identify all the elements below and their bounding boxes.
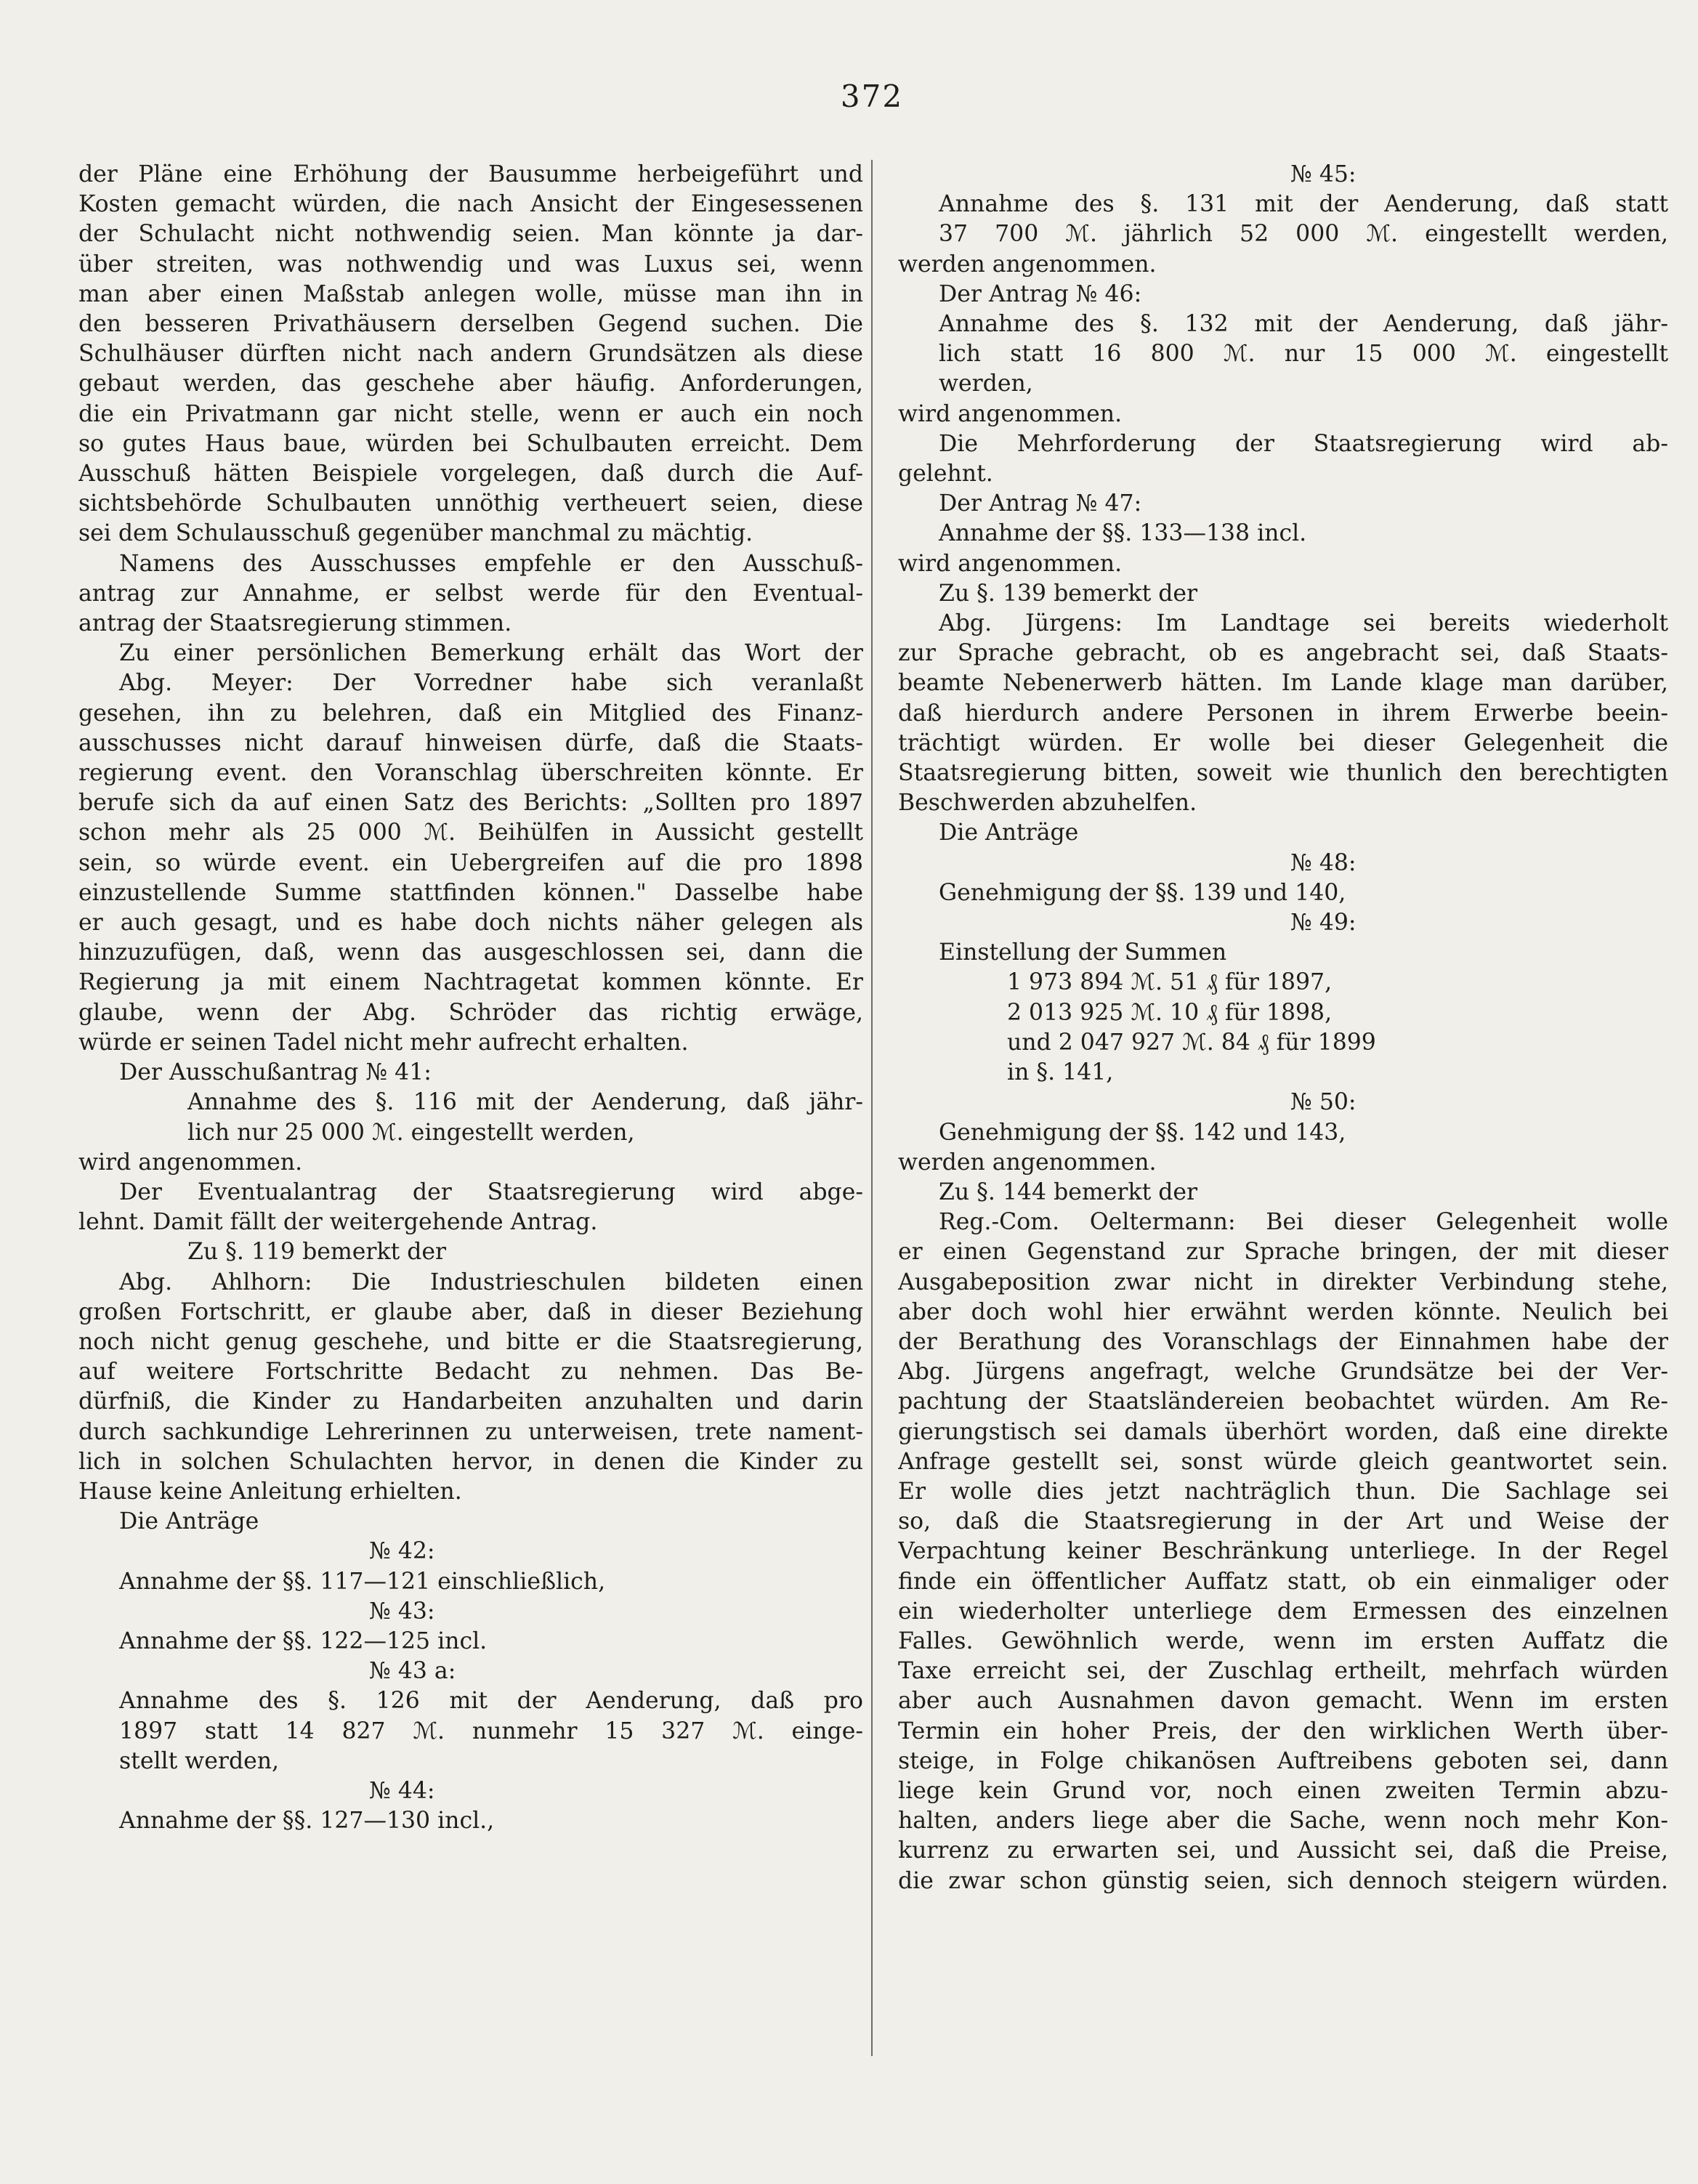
- text-line: 2 013 925 ℳ. 10 ₰ für 1898,: [1007, 999, 1333, 1026]
- text-line: Die Anträge: [119, 1508, 259, 1535]
- text-line: Er wolle dies jetzt nachträglich thun. Die Sachlage sei: [898, 1478, 1668, 1505]
- text-line: hinzuzufügen, daß, wenn das ausgeschlossen sei, dann die: [78, 939, 863, 966]
- text-line: pachtung der Staatsländereien beobachtet würden. Am Re-: [898, 1388, 1668, 1415]
- text-line: einzustellende Summe stattfinden können." Dasselbe habe: [78, 879, 863, 906]
- left-column: [78, 160, 863, 1836]
- text-line: lich statt 16 800 ℳ. nur 15 000 ℳ. eingestellt: [939, 341, 1668, 368]
- text-line: Der Eventualantrag der Staatsregierung wird abge-: [119, 1178, 863, 1205]
- text-line: antrag der Staatsregierung stimmen.: [78, 610, 512, 637]
- text-line: Annahme des §. 132 mit der Aenderung, daß jähr-: [939, 311, 1668, 338]
- text-line: er auch gesagt, und es habe doch nichts näher gelegen als: [78, 910, 863, 937]
- text-line: in §. 141,: [1007, 1059, 1114, 1086]
- text-line: wird angenommen.: [78, 1149, 303, 1176]
- text-line: Beschwerden abzuhelfen.: [898, 790, 1197, 817]
- text-line: aber auch Ausnahmen davon gemacht. Wenn im ersten: [898, 1688, 1668, 1715]
- text-line: № 49:: [1290, 910, 1357, 937]
- text-line: die ein Privatmann gar nicht stelle, wenn er auch ein noch: [78, 400, 863, 427]
- text-line: sei dem Schulausschuß gegenüber manchmal zu mächtig.: [78, 520, 753, 547]
- text-line: so, daß die Staatsregierung in der Art und Weise der: [898, 1508, 1668, 1535]
- text-line: auf weitere Fortschritte Bedacht zu nehmen. Das Be-: [78, 1359, 863, 1386]
- text-line: der Berathung des Voranschlags der Einnahmen habe der: [898, 1328, 1668, 1355]
- text-line: kurrenz zu erwarten sei, und Aussicht sei, daß die Preise,: [898, 1837, 1668, 1864]
- text-line: zur Sprache gebracht, ob es angebracht sei, daß Staats-: [898, 640, 1668, 667]
- text-line: würde er seinen Tadel nicht mehr aufrecht erhalten.: [78, 1029, 689, 1056]
- text-line: gelehnt.: [898, 461, 993, 488]
- text-line: № 42:: [369, 1538, 435, 1565]
- text-line: liege kein Grund vor, noch einen zweiten Termin abzu-: [898, 1777, 1668, 1804]
- page-number: 372: [840, 78, 904, 114]
- text-line: lich nur 25 000 ℳ. eingestellt werden,: [187, 1119, 635, 1146]
- text-line: stellt werden,: [119, 1747, 280, 1774]
- text-line: 37 700 ℳ. jährlich 52 000 ℳ. eingestellt werden,: [939, 221, 1668, 248]
- text-line: Der Ausschußantrag № 41:: [119, 1059, 432, 1086]
- text-line: Hause keine Anleitung erhielten.: [78, 1478, 462, 1505]
- text-line: Zu §. 139 bemerkt der: [939, 580, 1198, 607]
- text-line: № 43 a:: [369, 1658, 456, 1685]
- text-line: Annahme der §§. 127—130 incl.,: [119, 1808, 495, 1835]
- text-line: Zu §. 144 bemerkt der: [939, 1178, 1198, 1205]
- text-line: Einstellung der Summen: [939, 939, 1227, 966]
- text-line: gebaut werden, das geschehe aber häufig. Anforderungen,: [78, 371, 863, 397]
- text-line: daß hierdurch andere Personen in ihrem Erwerbe beein-: [898, 700, 1668, 727]
- text-line: Staatsregierung bitten, soweit wie thunlich den berechtigten: [898, 760, 1668, 787]
- text-line: ausschusses nicht darauf hinweisen dürfe, daß die Staats-: [78, 729, 863, 756]
- text-line: 1897 statt 14 827 ℳ. nunmehr 15 327 ℳ. einge-: [119, 1718, 863, 1744]
- text-line: beamte Nebenerwerb hätten. Im Lande klage man darüber,: [898, 670, 1668, 697]
- text-line: Regierung ja mit einem Nachtragetat kommen könnte. Er: [78, 969, 863, 996]
- text-line: Annahme des §. 131 mit der Aenderung, daß statt: [939, 191, 1668, 218]
- text-line: der Pläne eine Erhöhung der Bausumme herbeigeführt und: [78, 161, 863, 187]
- text-line: Genehmigung der §§. 139 und 140,: [939, 879, 1346, 906]
- text-line: aber doch wohl hier erwähnt werden könnte. Neulich bei: [898, 1298, 1668, 1325]
- text-line: Zu einer persönlichen Bemerkung erhält das Wort der: [119, 640, 863, 667]
- text-line: Annahme der §§. 122—125 incl.: [119, 1627, 488, 1654]
- text-line: sein, so würde event. ein Uebergreifen auf die pro 1898: [78, 849, 863, 876]
- text-line: der Schulacht nicht nothwendig seien. Man könnte ja dar-: [78, 221, 863, 248]
- text-line: lich in solchen Schulachten hervor, in denen die Kinder zu: [78, 1448, 863, 1475]
- text-line: so gutes Haus baue, würden bei Schulbauten erreicht. Dem: [78, 430, 863, 457]
- text-line: ein wiederholter unterliege dem Ermessen des einzelnen: [898, 1598, 1668, 1625]
- text-line: Abg. Jürgens angefragt, welche Grundsätze bei der Ver-: [898, 1359, 1668, 1386]
- text-line: Annahme des §. 126 mit der Aenderung, daß pro: [119, 1688, 863, 1715]
- text-line: Annahme der §§. 133—138 incl.: [939, 520, 1307, 547]
- text-line: und 2 047 927 ℳ. 84 ₰ für 1899: [1007, 1029, 1376, 1056]
- text-line: den besseren Privathäusern derselben Gegend suchen. Die: [78, 311, 863, 338]
- text-line: halten, anders liege aber die Sache, wenn noch mehr Kon-: [898, 1808, 1668, 1835]
- text-line: Schulhäuser dürften nicht nach andern Grundsätzen als diese: [78, 341, 863, 368]
- text-line: Zu §. 119 bemerkt der: [187, 1239, 447, 1266]
- text-line: Die Mehrforderung der Staatsregierung wird ab-: [939, 430, 1668, 457]
- text-line: wird angenommen.: [898, 400, 1123, 427]
- text-line: Termin ein hoher Preis, der den wirklichen Werth über-: [898, 1718, 1668, 1744]
- text-line: steige, in Folge chikanösen Auftreibens geboten sei, dann: [898, 1747, 1668, 1774]
- text-line: Ausschuß hätten Beispiele vorgelegen, daß durch die Auf-: [78, 461, 863, 488]
- text-line: regierung event. den Voranschlag überschreiten könnte. Er: [78, 760, 863, 787]
- text-line: schon mehr als 25 000 ℳ. Beihülfen in Aussicht gestellt: [78, 820, 863, 846]
- text-line: № 45:: [1290, 161, 1357, 187]
- text-line: lehnt. Damit fällt der weitergehende Antrag.: [78, 1209, 598, 1236]
- text-line: Reg.-Com. Oeltermann: Bei dieser Gelegenheit wolle: [939, 1209, 1668, 1236]
- text-line: trächtigt würden. Er wolle bei dieser Gelegenheit die: [898, 729, 1668, 756]
- text-line: Genehmigung der §§. 142 und 143,: [939, 1119, 1346, 1146]
- text-line: № 44:: [369, 1777, 435, 1804]
- text-line: er einen Gegenstand zur Sprache bringen, der mit dieser: [898, 1239, 1668, 1266]
- text-line: großen Fortschritt, er glaube aber, daß in dieser Beziehung: [78, 1298, 863, 1325]
- text-line: Ausgabeposition zwar nicht in direkter Verbindung stehe,: [898, 1269, 1668, 1295]
- text-line: Namens des Ausschusses empfehle er den Ausschuß-: [119, 550, 863, 577]
- text-line: Anfrage gestellt sei, sonst würde gleich geantwortet sein.: [898, 1448, 1668, 1475]
- text-line: Falles. Gewöhnlich werde, wenn im ersten Auffatz die: [898, 1627, 1668, 1654]
- text-line: durch sachkundige Lehrerinnen zu unterweisen, trete nament-: [78, 1418, 863, 1445]
- right-column: [898, 160, 1668, 1896]
- text-line: Annahme der §§. 117—121 einschließlich,: [119, 1568, 606, 1595]
- text-line: Kosten gemacht würden, die nach Ansicht der Eingesessenen: [78, 191, 863, 218]
- text-line: berufe sich da auf einen Satz des Berichts: „Sollten pro 1897: [78, 790, 863, 817]
- text-line: gesehen, ihn zu belehren, daß ein Mitglied des Finanz-: [78, 700, 863, 727]
- text-line: № 50:: [1290, 1089, 1357, 1116]
- text-line: wird angenommen.: [898, 550, 1123, 577]
- text-line: Abg. Ahlhorn: Die Industrieschulen bildeten einen: [119, 1269, 863, 1295]
- text-line: antrag zur Annahme, er selbst werde für den Eventual-: [78, 580, 863, 607]
- text-line: Der Antrag № 47:: [939, 490, 1142, 517]
- text-line: noch nicht genug geschehe, und bitte er die Staatsregierung,: [78, 1328, 863, 1355]
- text-line: Annahme des §. 116 mit der Aenderung, daß jähr-: [187, 1089, 863, 1116]
- text-line: 1 973 894 ℳ. 51 ₰ für 1897,: [1007, 969, 1333, 996]
- text-line: sichtsbehörde Schulbauten unnöthig vertheuert seien, diese: [78, 490, 863, 517]
- text-line: № 48:: [1290, 849, 1357, 876]
- text-line: Der Antrag № 46:: [939, 280, 1142, 307]
- text-line: werden angenommen.: [898, 1149, 1157, 1176]
- text-line: Abg. Jürgens: Im Landtage sei bereits wiederholt: [939, 610, 1668, 637]
- text-line: Taxe erreicht sei, der Zuschlag ertheilt, mehrfach würden: [898, 1658, 1668, 1685]
- text-line: finde ein öffentlicher Auffatz statt, ob ein einmaliger oder: [898, 1568, 1668, 1595]
- column-divider: [871, 160, 873, 2056]
- text-line: werden,: [939, 371, 1033, 397]
- text-line: über streiten, was nothwendig und was Luxus sei, wenn: [78, 251, 863, 278]
- text-line: man aber einen Maßstab anlegen wolle, müsse man ihn in: [78, 280, 863, 307]
- text-line: werden angenommen.: [898, 251, 1157, 278]
- text-line: № 43:: [369, 1598, 435, 1625]
- text-line: glaube, wenn der Abg. Schröder das richtig erwäge,: [78, 999, 863, 1026]
- text-line: Die Anträge: [939, 820, 1079, 846]
- text-line: Verpachtung keiner Beschränkung unterliege. In der Regel: [898, 1538, 1668, 1565]
- text-line: gierungstisch sei damals überhört worden, daß eine direkte: [898, 1418, 1668, 1445]
- text-line: Abg. Meyer: Der Vorredner habe sich veranlaßt: [119, 670, 863, 697]
- text-line: die zwar schon günstig seien, sich dennoch steigern würden.: [898, 1867, 1668, 1894]
- text-line: dürfniß, die Kinder zu Handarbeiten anzuhalten und darin: [78, 1388, 863, 1415]
